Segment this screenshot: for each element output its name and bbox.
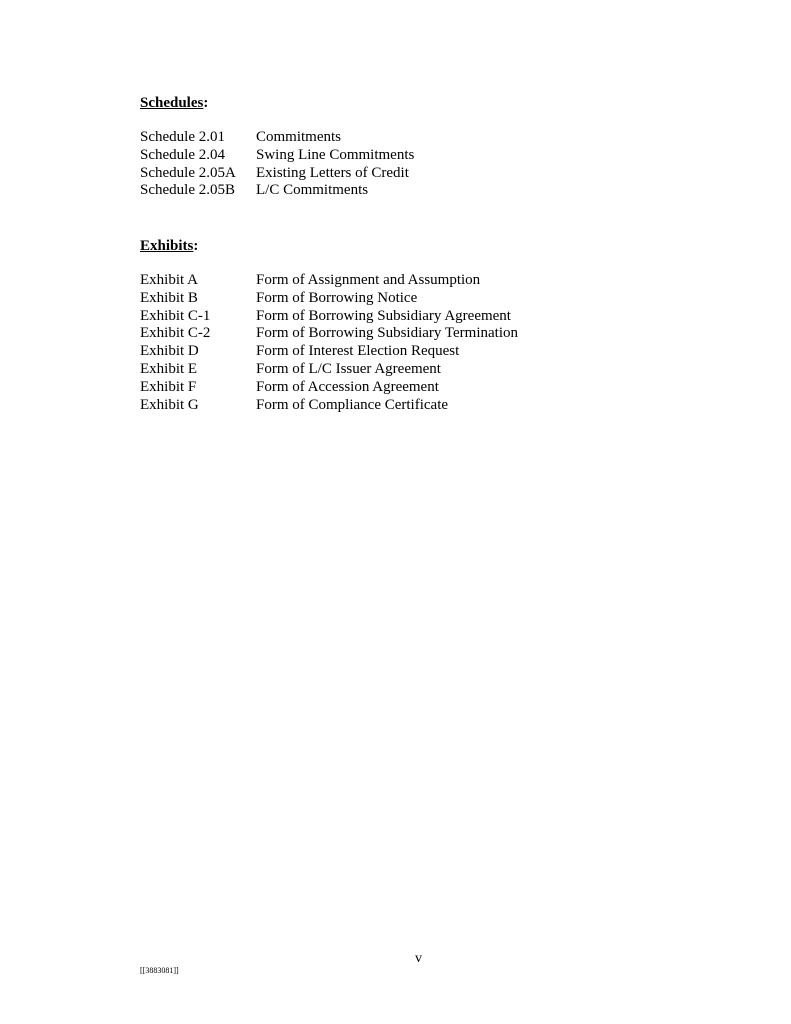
schedule-row (140, 182, 414, 200)
exhibit-code: Exhibit A (140, 272, 198, 288)
exhibit-title: Form of Compliance Certificate (256, 396, 449, 413)
exhibit-row (140, 361, 518, 379)
exhibit-row (140, 290, 518, 308)
schedule-title: Swing Line Commitments (256, 146, 415, 163)
exhibit-title: Form of Accession Agreement (256, 378, 439, 395)
schedule-title: Existing Letters of Credit (256, 164, 409, 181)
exhibit-title: Form of Borrowing Subsidiary Agreement (256, 307, 511, 324)
exhibit-code: Exhibit D (140, 343, 199, 360)
schedule-title: Commitments (256, 129, 342, 145)
exhibit-title: Form of Borrowing Notice (256, 289, 418, 306)
schedule-code: Schedule 2.01 (140, 129, 225, 145)
exhibit-row (140, 308, 518, 326)
exhibit-row (140, 272, 518, 290)
document-id: [[3883081]] (140, 966, 179, 975)
exhibit-row (140, 325, 518, 343)
schedules-list (140, 129, 414, 200)
exhibit-code: Exhibit E (140, 360, 198, 377)
schedule-code: Schedule 2.04 (140, 146, 225, 163)
exhibits-list (140, 272, 518, 414)
exhibit-row (140, 343, 518, 361)
exhibit-title: Form of Borrowing Subsidiary Termination (256, 325, 518, 342)
exhibit-row (140, 379, 518, 397)
page-number: v (415, 951, 422, 966)
exhibits-heading-text: Exhibits (140, 238, 194, 254)
schedule-row (140, 129, 414, 147)
schedule-title: L/C Commitments (256, 182, 369, 199)
exhibit-code: Exhibit G (140, 396, 199, 413)
schedule-row (140, 165, 414, 183)
schedules-heading-text: Schedules (140, 95, 204, 111)
schedule-row (140, 147, 414, 165)
exhibit-code: Exhibit B (140, 289, 198, 306)
exhibit-title: Form of L/C Issuer Agreement (256, 360, 441, 377)
schedule-code: Schedule 2.05A (140, 164, 236, 181)
exhibit-code: Exhibit C-1 (140, 307, 211, 324)
exhibit-row (140, 397, 518, 415)
exhibit-title: Form of Assignment and Assumption (256, 272, 481, 288)
exhibit-code: Exhibit C-2 (140, 325, 211, 342)
schedules-heading: Schedules: (140, 95, 209, 111)
exhibit-title: Form of Interest Election Request (256, 343, 460, 360)
exhibit-code: Exhibit F (140, 378, 197, 395)
exhibits-heading: Exhibits: (140, 238, 199, 254)
schedule-code: Schedule 2.05B (140, 182, 235, 199)
